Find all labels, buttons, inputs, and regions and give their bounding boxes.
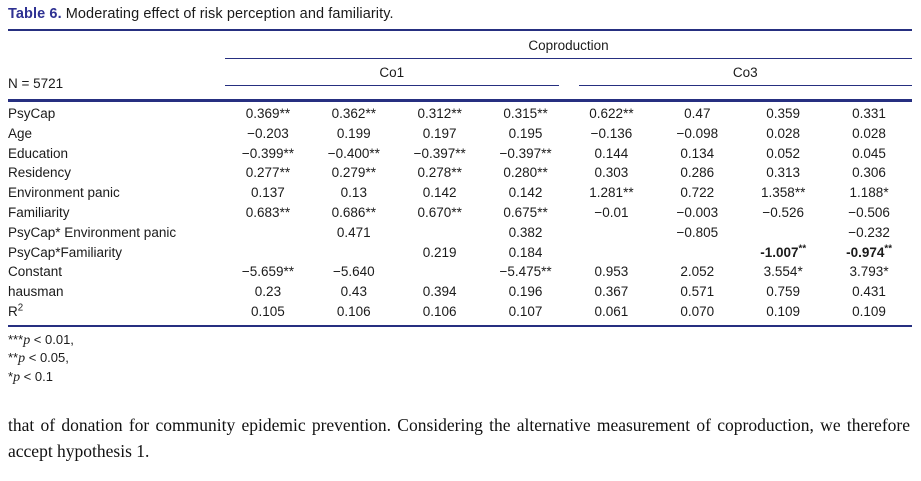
value-cell: 0.219 <box>422 244 457 260</box>
spanner-coproduction: Coproduction <box>225 31 912 59</box>
value-cell: 0.142 <box>422 185 457 201</box>
value-cell: 3.793* <box>849 264 889 280</box>
value-cell: 0.199 <box>336 125 371 141</box>
value-cell: 0.313 <box>766 165 801 181</box>
value-cell: −0.01 <box>594 204 629 220</box>
footnote-p-var: p <box>23 332 31 348</box>
value-cell: -1.007** <box>760 243 807 260</box>
value-cell: 0.686** <box>331 204 376 220</box>
value-cell: 0.722 <box>680 185 715 201</box>
footnote-p-var: p <box>18 351 26 367</box>
value-cell: 0.369** <box>225 101 311 124</box>
value-cell: 0.045 <box>852 145 886 161</box>
value-cell: 0.137 <box>251 185 285 201</box>
value-cell: 0.052 <box>766 145 801 161</box>
value-cell: 0.359 <box>740 101 826 124</box>
value-cell <box>225 243 311 263</box>
value-cell: 3.554* <box>763 264 803 280</box>
row-label: PsyCap* Environment panic <box>8 224 177 240</box>
value-cell: 0.471 <box>336 224 371 240</box>
value-cell: −0.399** <box>241 145 295 161</box>
table-caption-text: Moderating effect of risk perception and familiarity. <box>65 6 394 22</box>
value-cell <box>740 223 826 243</box>
value-cell: 0.670** <box>417 204 462 220</box>
value-cell: 0.675** <box>503 204 548 220</box>
table-row <box>8 124 912 144</box>
value-cell: −0.232 <box>848 224 890 240</box>
value-cell: 0.315** <box>483 101 569 124</box>
table-row <box>8 282 912 302</box>
value-cell: 1.281** <box>589 185 634 201</box>
footnote-line: *p < 0.1 <box>8 368 53 385</box>
row-label: PsyCap <box>8 101 225 124</box>
value-cell: −0.506 <box>848 204 890 220</box>
table-caption-label: Table 6. <box>8 6 62 22</box>
value-cell: 0.028 <box>852 125 886 141</box>
value-cell <box>569 223 655 243</box>
value-cell: 0.622** <box>569 101 655 124</box>
table-row <box>8 101 912 124</box>
row-label: Environment panic <box>8 185 120 201</box>
value-cell: −0.397** <box>499 145 552 161</box>
value-cell: 0.196 <box>508 284 543 300</box>
value-cell: 0.759 <box>766 284 801 300</box>
row-label: hausman <box>8 284 64 300</box>
table-body <box>8 101 912 326</box>
value-cell: 0.278** <box>417 165 462 181</box>
value-cell <box>397 262 483 282</box>
footnote-line: ***p < 0.01, <box>8 331 74 348</box>
n-label: N = 5721 <box>8 76 64 91</box>
value-cell: 0.134 <box>680 145 715 161</box>
spanner-row <box>8 31 912 59</box>
value-cell: −0.136 <box>590 125 633 141</box>
footnote-p-var: p <box>13 369 21 385</box>
value-cell: 0.286 <box>680 165 715 181</box>
row-label: Age <box>8 125 33 141</box>
value-cell: 0.303 <box>594 165 629 181</box>
value-cell: 0.367 <box>594 284 629 300</box>
value-cell: 0.061 <box>569 302 655 326</box>
table-row <box>8 243 912 263</box>
group-co3-cell <box>569 59 913 101</box>
value-cell: 0.028 <box>766 125 801 141</box>
group-label-co3: Co3 <box>579 65 913 86</box>
value-cell: 1.188* <box>849 185 889 201</box>
value-cell: 1.358** <box>761 185 806 201</box>
row-label: Education <box>8 145 69 161</box>
value-cell: 0.070 <box>654 302 740 326</box>
value-cell: 0.47 <box>654 101 740 124</box>
value-cell: 0.280** <box>503 165 548 181</box>
table-row <box>8 203 912 223</box>
value-cell: 0.105 <box>225 302 311 326</box>
value-cell: −0.003 <box>676 204 719 220</box>
value-cell: −0.203 <box>247 125 289 141</box>
value-cell: 0.953 <box>594 264 629 280</box>
superscript: ** <box>884 243 892 255</box>
table-row <box>8 163 912 183</box>
table-caption <box>8 5 912 24</box>
value-cell <box>311 243 397 263</box>
value-cell: −5.640 <box>332 264 375 280</box>
body-paragraph: that of donation for community epidemic prevention. Considering the alternative measurement of coproduction, we therefore accept hypothesis 1. <box>8 415 910 461</box>
value-cell: 0.109 <box>740 302 826 326</box>
value-cell: 0.431 <box>852 284 886 300</box>
value-cell <box>225 223 311 243</box>
value-cell: 0.306 <box>852 165 886 181</box>
value-cell: 0.279** <box>331 165 376 181</box>
table-row <box>8 223 912 243</box>
table-header <box>8 31 912 101</box>
table-footnotes <box>8 331 912 387</box>
value-cell: 0.362** <box>311 101 397 124</box>
value-cell: −0.098 <box>676 125 719 141</box>
value-cell: 0.197 <box>422 125 457 141</box>
value-cell: 0.107 <box>483 302 569 326</box>
row-label: Familiarity <box>8 204 70 220</box>
value-cell: −0.526 <box>762 204 805 220</box>
value-cell: 0.184 <box>508 244 543 260</box>
value-cell: −0.397** <box>413 145 466 161</box>
value-cell: 0.277** <box>245 165 291 181</box>
value-cell: −5.475** <box>499 264 552 280</box>
group-co1-cell <box>225 59 569 101</box>
value-cell: −0.805 <box>676 224 719 240</box>
value-cell: 0.394 <box>422 284 457 300</box>
value-cell: 0.144 <box>594 145 629 161</box>
value-cell: 0.195 <box>508 125 543 141</box>
value-cell: 0.142 <box>508 185 543 201</box>
row-label: Constant <box>8 264 63 280</box>
superscript: 2 <box>17 302 24 314</box>
value-cell: 0.571 <box>680 284 715 300</box>
table-row <box>8 183 912 203</box>
value-cell: 0.13 <box>340 185 367 201</box>
row-label: Residency <box>8 165 72 181</box>
value-cell: -0.974** <box>846 243 892 260</box>
superscript: ** <box>798 243 807 255</box>
value-cell <box>569 243 655 263</box>
value-cell <box>397 223 483 243</box>
group-label-co1: Co1 <box>225 65 559 86</box>
table-row <box>8 302 912 326</box>
footnote-line: **p < 0.05, <box>8 350 69 367</box>
table-row <box>8 144 912 164</box>
value-cell: −5.659** <box>241 264 295 280</box>
value-cell: 0.683** <box>245 204 291 220</box>
value-cell: 2.052 <box>680 264 715 280</box>
value-cell: 0.106 <box>397 302 483 326</box>
value-cell: 0.43 <box>340 284 367 300</box>
value-cell: −0.400** <box>327 145 380 161</box>
table-row <box>8 262 912 282</box>
results-table <box>8 31 912 327</box>
value-cell: 0.106 <box>311 302 397 326</box>
row-label: PsyCap*Familiarity <box>8 244 123 260</box>
value-cell <box>654 243 740 263</box>
value-cell: 0.23 <box>254 284 282 300</box>
value-cell: 0.312** <box>397 101 483 124</box>
value-cell: 0.382 <box>508 224 543 240</box>
row-label: $R^2$ <box>8 302 225 326</box>
value-cell: 0.109 <box>826 302 912 326</box>
value-cell: 0.331 <box>826 101 912 124</box>
